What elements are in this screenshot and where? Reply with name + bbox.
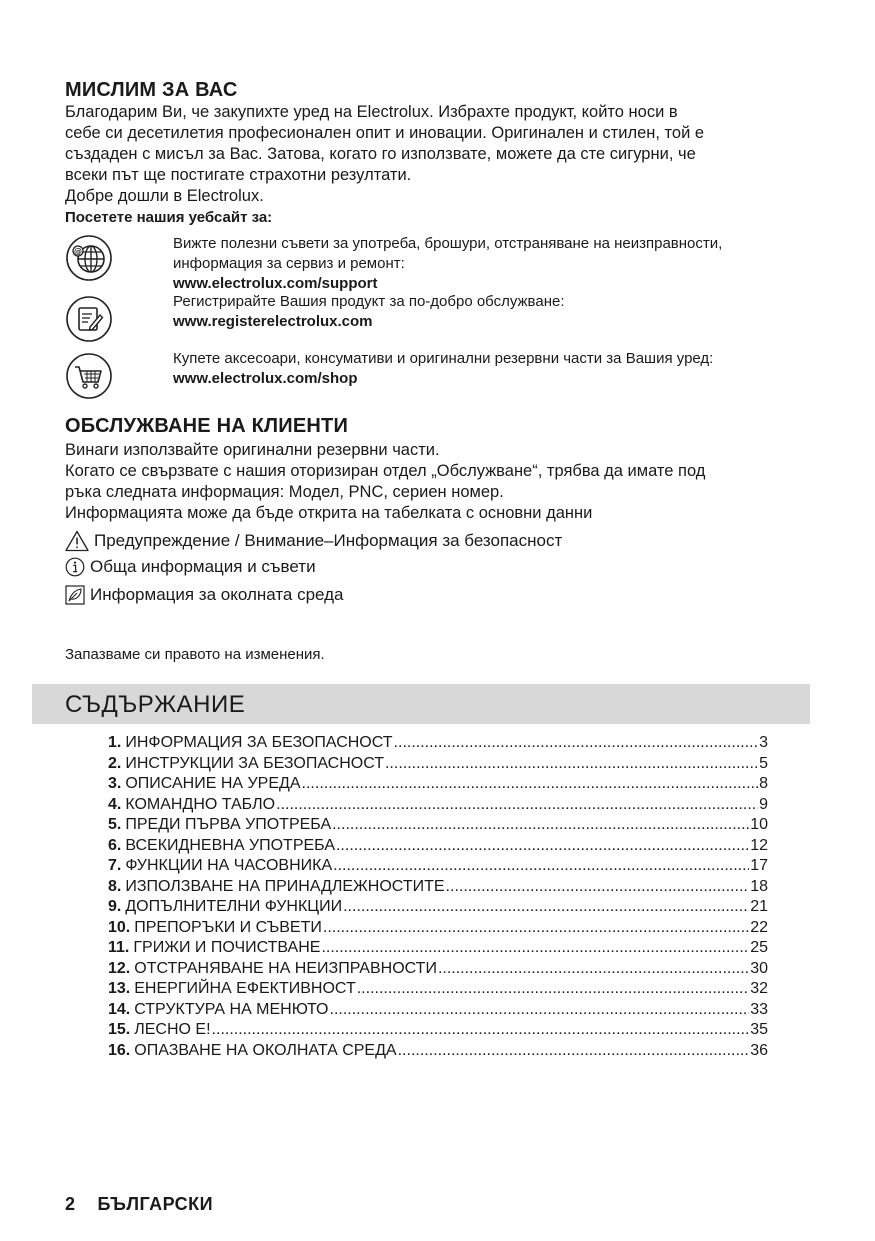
info-icon: [65, 557, 85, 577]
toc-label: КОМАНДНО ТАБЛО: [125, 795, 276, 813]
toc-number: 3.: [108, 775, 122, 792]
service-line: ръка следната информация: Модел, PNC, сериен номер.: [65, 483, 504, 501]
toc-leader: [321, 939, 749, 957]
toc-page: 3: [759, 734, 768, 751]
toc-page: 35: [750, 1021, 768, 1038]
table-of-contents: [108, 734, 768, 1062]
toc-leader: [276, 796, 758, 814]
page-number: 2: [65, 1194, 76, 1214]
toc-entry[interactable]: [108, 755, 768, 776]
service-line: Когато се свързвате с нашия оторизиран отдел „Обслужване“, трябва да имате под: [65, 462, 706, 480]
support-link[interactable]: www.electrolux.com/support: [173, 275, 378, 292]
toc-page: 10: [750, 816, 768, 833]
toc-leader: [438, 960, 749, 978]
toc-leader: [333, 857, 749, 875]
service-line: Информацията може да бъде открита на табелката с основни данни: [65, 504, 593, 522]
toc-leader: [343, 898, 749, 916]
toc-number: 2.: [108, 754, 122, 772]
legend-text: Предупреждение / Внимание–Информация за безопасност: [94, 531, 563, 550]
intro-line: Добре дошли в Electrolux.: [65, 187, 264, 205]
toc-entry[interactable]: [108, 939, 768, 960]
toc-number: 4.: [108, 795, 122, 813]
toc-label: ИЗПОЛЗВАНЕ НА ПРИНАДЛЕЖНОСТИТЕ: [125, 877, 445, 895]
toc-leader: [357, 980, 749, 998]
toc-entry[interactable]: [108, 816, 768, 837]
warning-icon: [65, 530, 89, 552]
toc-number: 10.: [108, 918, 131, 936]
toc-page: 9: [759, 795, 768, 813]
toc-leader: [394, 734, 759, 752]
legend-info: [65, 555, 316, 579]
toc-entry[interactable]: [108, 796, 768, 817]
toc-number: 12.: [108, 959, 131, 977]
toc-leader: [385, 755, 758, 773]
toc-entry[interactable]: [108, 878, 768, 899]
toc-label: ГРИЖИ И ПОЧИСТВАНЕ: [133, 939, 321, 956]
toc-number: 16.: [108, 1041, 131, 1059]
toc-label: ОПАЗВАНЕ НА ОКОЛНАТА СРЕДА: [134, 1041, 397, 1059]
toc-label: ПРЕПОРЪКИ И СЪВЕТИ: [134, 918, 322, 936]
toc-label: СТРУКТУРА НА МЕНЮТО: [134, 1000, 329, 1018]
toc-page: 12: [750, 836, 768, 854]
legend-text: Информация за околната среда: [90, 585, 344, 604]
toc-entry[interactable]: [108, 960, 768, 981]
toc-page: 21: [750, 898, 768, 915]
toc-page: 32: [750, 980, 768, 997]
toc-number: 15.: [108, 1021, 131, 1038]
visit-text: Вижте полезни съвети за употреба, брошури, отстраняване на неизправности,: [173, 235, 723, 252]
legend-environment: [65, 583, 344, 607]
intro-line: Благодарим Ви, че закупихте уред на Electrolux. Избрахте продукт, който носи в: [65, 103, 678, 121]
toc-label: ИНФОРМАЦИЯ ЗА БЕЗОПАСНОСТ: [125, 734, 393, 751]
toc-number: 13.: [108, 980, 131, 997]
intro-line: всеки път ще постигате страхотни резултати.: [65, 166, 412, 184]
toc-page: 5: [759, 754, 768, 772]
toc-label: ОТСТРАНЯВАНЕ НА НЕИЗПРАВНОСТИ: [134, 959, 437, 977]
toc-number: 1.: [108, 734, 122, 751]
toc-leader: [212, 1021, 750, 1039]
toc-number: 14.: [108, 1000, 131, 1018]
intro-paragraph: [65, 102, 704, 207]
toc-leader: [332, 816, 749, 834]
legend-warning: [65, 529, 562, 553]
toc-entry[interactable]: [108, 919, 768, 940]
toc-entry[interactable]: [108, 734, 768, 755]
rights-note: Запазваме си правото на изменения.: [65, 646, 325, 663]
toc-page: 30: [750, 959, 768, 977]
toc-entry[interactable]: [108, 898, 768, 919]
register-link[interactable]: www.registerelectrolux.com: [173, 313, 373, 330]
toc-entry[interactable]: [108, 837, 768, 858]
visit-text: Купете аксесоари, консумативи и оригинални резервни части за Вашия уред:: [173, 350, 714, 367]
visit-item-register: [173, 292, 565, 332]
visit-text: информация за сервиз и ремонт:: [173, 255, 405, 272]
shop-link[interactable]: www.electrolux.com/shop: [173, 370, 358, 387]
contents-title: СЪДЪРЖАНИЕ: [65, 691, 246, 718]
toc-entry[interactable]: [108, 775, 768, 796]
toc-entry[interactable]: [108, 980, 768, 1001]
intro-line: създаден с мисъл за Вас. Затова, когато го използвате, можете да сте сигурни, че: [65, 145, 696, 163]
register-icon: [65, 295, 113, 343]
toc-label: ДОПЪЛНИТЕЛНИ ФУНКЦИИ: [125, 898, 343, 915]
toc-leader: [336, 837, 749, 855]
toc-leader: [323, 919, 749, 937]
heading-thinking-of-you: МИСЛИМ ЗА ВАС: [65, 79, 238, 101]
toc-entry[interactable]: [108, 1021, 768, 1042]
toc-number: 9.: [108, 898, 122, 915]
toc-page: 33: [750, 1000, 768, 1018]
toc-page: 8: [759, 775, 768, 792]
toc-page: 18: [750, 877, 768, 895]
toc-label: ОПИСАНИЕ НА УРЕДА: [125, 775, 301, 792]
page-footer: [65, 1194, 213, 1215]
svg-text:@: @: [74, 247, 82, 256]
toc-page: 25: [750, 939, 768, 956]
toc-number: 6.: [108, 836, 122, 854]
toc-leader: [446, 878, 750, 896]
visit-text: Регистрирайте Вашия продукт за по-добро обслужване:: [173, 293, 565, 310]
toc-page: 17: [750, 857, 768, 874]
cart-icon: [65, 352, 113, 400]
toc-entry[interactable]: [108, 857, 768, 878]
heading-customer-service: ОБСЛУЖВАНЕ НА КЛИЕНТИ: [65, 415, 349, 437]
toc-label: ИНСТРУКЦИИ ЗА БЕЗОПАСНОСТ: [125, 754, 384, 772]
toc-leader: [398, 1042, 750, 1060]
toc-page: 36: [750, 1041, 768, 1059]
toc-entry[interactable]: [108, 1042, 768, 1063]
footer-language: БЪЛГАРСКИ: [97, 1194, 214, 1214]
intro-line: себе си десетилетия професионален опит и иновации. Оригинален и стилен, той е: [65, 124, 705, 142]
toc-label: ЕНЕРГИЙНА ЕФЕКТИВНОСТ: [134, 980, 356, 997]
toc-leader: [330, 1001, 750, 1019]
toc-entry[interactable]: [108, 1001, 768, 1022]
toc-label: ВСЕКИДНЕВНА УПОТРЕБА: [125, 836, 335, 854]
toc-number: 7.: [108, 857, 122, 874]
toc-leader: [302, 775, 759, 793]
toc-number: 8.: [108, 877, 122, 895]
service-paragraph: [65, 440, 705, 524]
visit-label: Посетете нашия уебсайт за:: [65, 209, 273, 226]
visit-item-support: [173, 234, 722, 294]
globe-icon: [65, 234, 113, 282]
toc-number: 5.: [108, 816, 122, 833]
toc-label: ЛЕСНО Е!: [134, 1021, 211, 1038]
legend-text: Обща информация и съвети: [90, 557, 316, 576]
toc-number: 11.: [108, 939, 130, 956]
service-line: Винаги използвайте оригинални резервни части.: [65, 441, 440, 459]
visit-item-shop: [173, 349, 713, 389]
toc-label: ПРЕДИ ПЪРВА УПОТРЕБА: [125, 816, 332, 833]
toc-label: ФУНКЦИИ НА ЧАСОВНИКА: [125, 857, 333, 874]
toc-page: 22: [750, 918, 768, 936]
leaf-icon: [65, 585, 85, 605]
